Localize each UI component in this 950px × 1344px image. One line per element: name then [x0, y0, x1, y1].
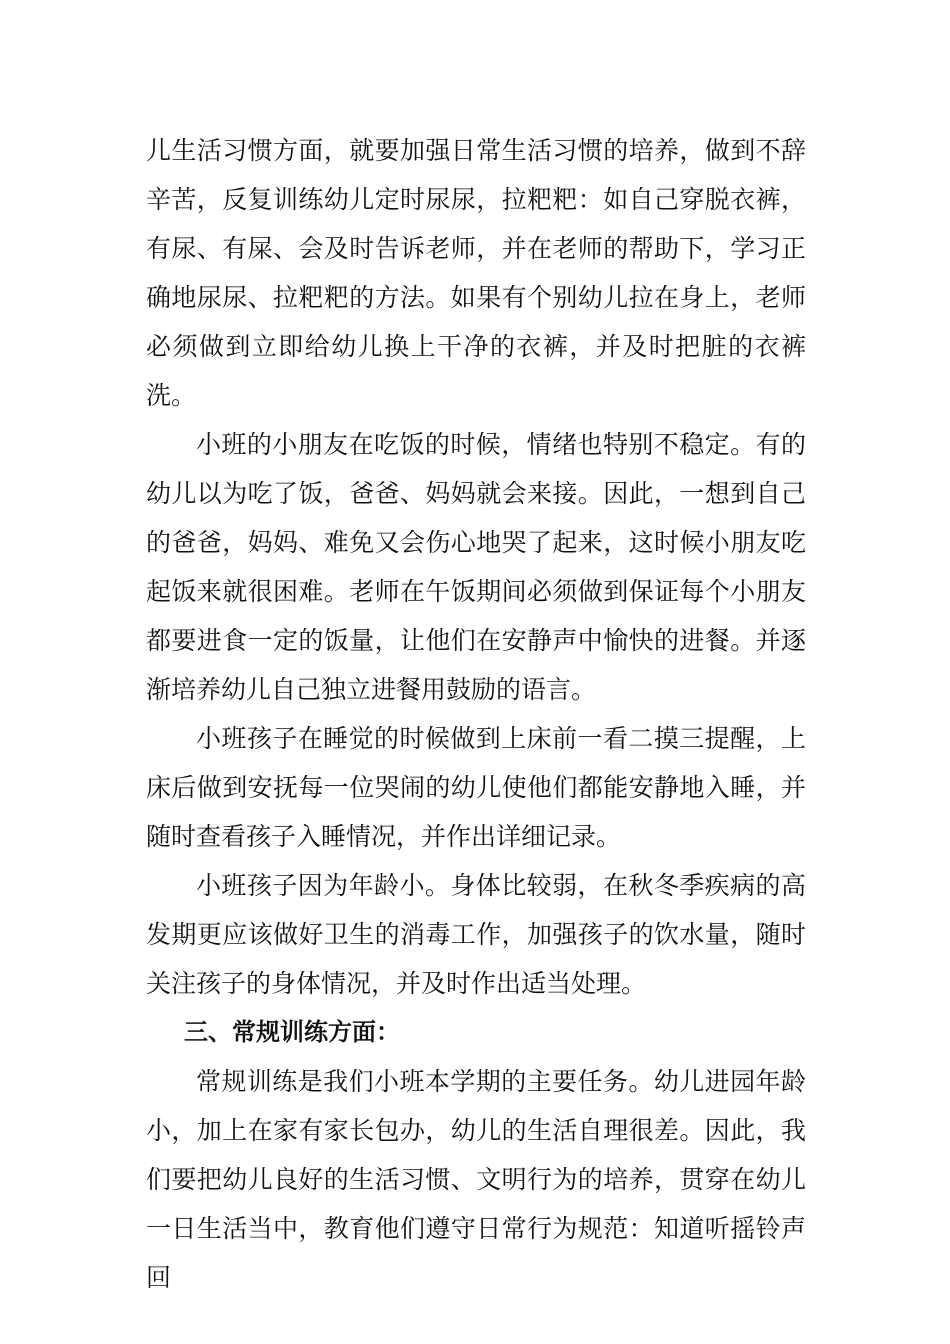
document-body — [146, 126, 806, 1302]
section-heading: 三、常规训练方面： — [184, 1018, 400, 1046]
paragraph-continued: 儿生活习惯方面，就要加强日常生活习惯的培养，做到不辞辛苦，反复训练幼儿定时尿尿，拉粑粑：如自己穿脱衣裤，有尿、有屎、会及时告诉老师，并在老师的帮助下，学习正确地尿尿、拉粑粑的方法。如果有个别幼儿拉在身上，老师必须做到立即给幼儿换上干净的衣裤，并及时把脏的衣裤洗。 — [146, 136, 806, 410]
paragraph-routine-training: 常规训练是我们小班本学期的主要任务。幼儿进园年龄小，加上在家有家长包办，幼儿的生活自理很差。因此，我们要把幼儿良好的生活习惯、文明行为的培养，贯穿在幼儿一日生活当中，教育他们遵守日常行为规范：知道听摇铃声回 — [146, 1067, 806, 1292]
paragraph-sleep: 小班孩子在睡觉的时候做到上床前一看二摸三提醒，上床后做到安抚每一位哭闹的幼儿使他们都能安静地入睡，并随时查看孩子入睡情况，并作出详细记录。 — [146, 724, 806, 851]
paragraph-meals: 小班的小朋友在吃饭的时候，情绪也特别不稳定。有的幼儿以为吃了饭，爸爸、妈妈就会来接。因此，一想到自己的爸爸，妈妈、难免又会伤心地哭了起来，这时候小朋友吃起饭来就很困难。老师在午饭期间必须做到保证每个小朋友都要进食一定的饭量，让他们在安静声中愉快的进餐。并逐渐培养幼儿自己独立进餐用鼓励的语言。 — [146, 430, 806, 704]
paragraph-health: 小班孩子因为年龄小。身体比较弱，在秋冬季疾病的高发期更应该做好卫生的消毒工作，加强孩子的饮水量，随时关注孩子的身体情况，并及时作出适当处理。 — [146, 871, 806, 998]
